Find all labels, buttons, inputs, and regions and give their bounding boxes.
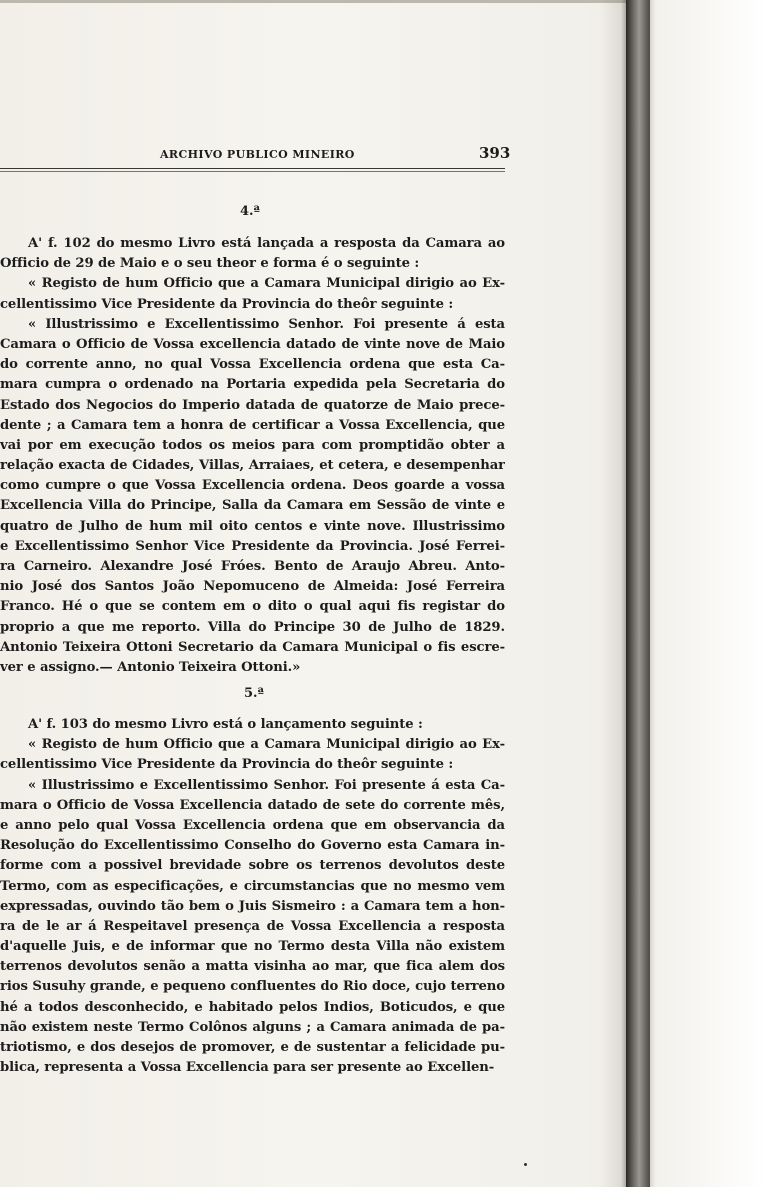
text-line: « Illustrissimo e Excellentissimo Senhor. Foi presente á esta Ca- xyxy=(28,777,505,793)
text-line: e Excellentissimo Senhor Vice Presidente da Provincia. José Ferrei- xyxy=(0,538,505,554)
text-line: d'aquelle Juis, e de informar que no Termo desta Villa não existem xyxy=(0,939,505,955)
text-line: relação exacta de Cidades, Villas, Arraiaes, et cetera, e desempenhar xyxy=(0,458,505,474)
text-line: hé a todos desconhecido, e habitado pelos Indios, Boticudos, e que xyxy=(0,999,505,1015)
text-line: cellentissimo Vice Presidente da Provincia do theôr seguinte : xyxy=(0,757,454,773)
text-line: como cumpre o que Vossa Excellencia ordena. Deos goarde a vossa xyxy=(0,478,505,494)
text-line: A' f. 102 do mesmo Livro está lançada a resposta da Camara ao xyxy=(28,236,505,251)
running-head: ARCHIVO PUBLICO MINEIRO xyxy=(160,148,355,161)
text-line: Estado dos Negocios do Imperio datada de quatorze de Maio prece- xyxy=(0,397,505,413)
text-line: e anno pelo qual Vossa Excellencia ordena que em observancia da xyxy=(0,817,505,833)
text-line: proprio a que me reporto. Villa do Principe 30 de Julho de 1829. xyxy=(0,619,505,635)
text-line: Officio de 29 de Maio e o seu theor e forma é o seguinte : xyxy=(0,256,420,272)
text-line: Termo, com as especificações, e circumstancias que no mesmo vem xyxy=(0,878,505,894)
text-line: triotismo, e dos desejos de promover, e de sustentar a felicidade pu- xyxy=(0,1040,505,1055)
text-line: A' f. 103 do mesmo Livro está o lançamento seguinte : xyxy=(28,717,423,732)
text-line: ra de le ar á Respeitavel presença de Vossa Excellencia a resposta xyxy=(0,918,505,934)
text-line: Franco. Hé o que se contem em o dito o qual aqui fis registar do xyxy=(0,599,505,615)
header-rule xyxy=(0,168,505,169)
text-line: mara cumpra o ordenado na Portaria expedida pela Secretaria do xyxy=(0,377,505,393)
text-line: blica, representa a Vossa Excellencia para ser presente ao Excellen- xyxy=(0,1060,495,1076)
text-line: forme com a possivel brevidade sobre os terrenos devolutos deste xyxy=(0,858,505,874)
section-number: 4.ª xyxy=(240,204,260,219)
text-line: rios Susuhy grande, e pequeno confluentes do Rio doce, cujo terreno xyxy=(0,979,505,995)
text-line: Resolução do Excellentissimo Conselho do Governo esta Camara in- xyxy=(0,838,505,854)
text-line: « Illustrissimo e Excellentissimo Senhor. Foi presente á esta xyxy=(28,316,505,332)
text-line: quatro de Julho de hum mil oito centos e vinte nove. Illustrissimo xyxy=(0,518,505,534)
text-line: dente ; a Camara tem a honra de certificar a Vossa Excellencia, que xyxy=(0,417,505,433)
section-4-text xyxy=(0,234,505,678)
page-number: 393 xyxy=(479,144,511,162)
text-line: « Registo de hum Officio que a Camara Municipal dirigio ao Ex- xyxy=(28,737,505,753)
section-5-text xyxy=(0,715,505,1078)
text-line: ra Carneiro. Alexandre José Fróes. Bento de Araujo Abreu. Anto- xyxy=(0,559,505,574)
text-line: Excellencia Villa do Principe, Salla da Camara em Sessão de vinte e xyxy=(0,498,505,514)
text-line: mara o Officio de Vossa Excellencia datado de sete do corrente mês, xyxy=(0,797,505,813)
facing-page-edge xyxy=(656,0,767,1187)
text-line: Camara o Officio de Vossa excellencia datado de vinte nove de Maio xyxy=(0,336,505,352)
text-line: vai por em execução todos os meios para com promptidão obter a xyxy=(0,437,505,453)
text-line: cellentissimo Vice Presidente da Provincia do theôr seguinte : xyxy=(0,296,454,312)
book-spine xyxy=(626,0,650,1187)
section-number: 5.ª xyxy=(244,686,264,701)
text-line: expressadas, ouvindo tão bem o Juis Sismeiro : a Camara tem a hon- xyxy=(0,898,505,914)
text-line: Antonio Teixeira Ottoni Secretario da Camara Municipal o fis escre- xyxy=(0,639,505,655)
text-line: não existem neste Termo Colônos alguns ; a Camara animada de pa- xyxy=(0,1019,505,1035)
text-line: nio José dos Santos João Nepomuceno de Almeida: José Ferreira xyxy=(0,579,505,595)
text-line: ver e assigno.— Antonio Teixeira Ottoni.» xyxy=(0,659,301,675)
header-rule-secondary xyxy=(0,171,505,172)
text-line: terrenos devolutos senão a matta visinha ao mar, que fica alem dos xyxy=(0,959,505,975)
text-line: « Registo de hum Officio que a Camara Municipal dirigio ao Ex- xyxy=(28,276,505,292)
text-line: do corrente anno, no qual Vossa Excellencia ordena que esta Ca- xyxy=(0,357,505,373)
ink-speck xyxy=(524,1163,527,1166)
top-edge xyxy=(0,0,626,3)
